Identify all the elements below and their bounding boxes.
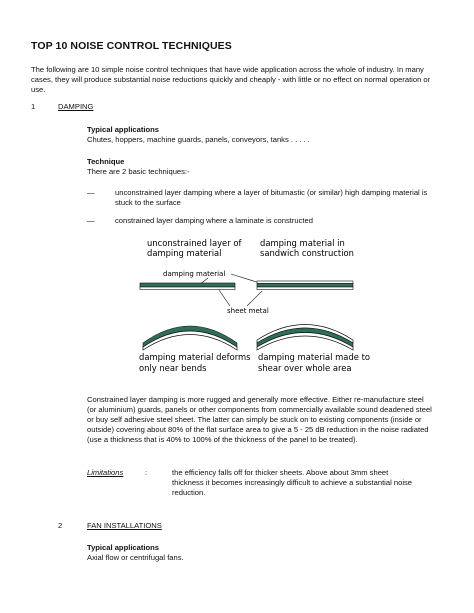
- damping-figure: [135, 236, 375, 386]
- limitations-text: the efficiency falls off for thicker sheets. Above about 3mm sheet thickness it becomes increasingly difficult to achieve a substantial noise reduction.: [172, 468, 413, 497]
- flat-damping-layer: [140, 283, 235, 287]
- label-sheet-metal: sheet metal: [227, 307, 269, 315]
- leader-sheet-left: [219, 290, 230, 306]
- limitations-label: Limitations: [87, 468, 124, 477]
- label-damping-material: damping material: [163, 270, 226, 278]
- intro-paragraph: The following are 10 simple noise control techniques that have wide application across the whole of industry. In many cases, they will produce substantial noise reductions quickly and cheaply - with little or no effect on normal operation or use.: [31, 65, 431, 94]
- section-1-typical-text: Chutes, hoppers, machine guards, panels, conveyors, tanks . . . . .: [87, 135, 310, 144]
- leader-sheet-right: [247, 291, 262, 306]
- bent-damping-layer: [143, 326, 237, 347]
- section-1-body: Constrained layer damping is more rugged and generally more effective. Either re-manufacture steel (or aluminium) guards, panels or other components from commercially available sound deadened steel or buy self adhesive steel sheet. The latter can simply be stuck on to existing components (inside or outside) covering about 80% of the flat surface area to give a 5 - 25 dB reduction in the noise radiated (use a thickness that is 40% to 100% of the thickness of the panel to be treated).: [87, 395, 432, 444]
- section-1-typical-label: Typical applications: [87, 125, 160, 134]
- flat-sheet-metal: [140, 287, 235, 290]
- page-title: TOP 10 NOISE CONTROL TECHNIQUES: [31, 40, 232, 52]
- bent-sandwich-damping: [257, 328, 353, 347]
- bent-sheet-metal: [143, 331, 237, 350]
- section-1-technique-text: There are 2 basic techniques:-: [87, 167, 190, 176]
- sandwich-damping-layer: [257, 284, 353, 288]
- label-sandwich-line2: sandwich construction: [260, 248, 354, 258]
- bullet-2-text: constrained layer damping where a laminate is constructed: [115, 216, 313, 225]
- section-2-typical-label: Typical applications: [87, 543, 160, 552]
- label-shear-line1: damping material made to: [258, 352, 370, 362]
- section-1-heading: DAMPING: [58, 102, 94, 111]
- label-shear-line2: shear over whole area: [258, 363, 352, 373]
- label-sandwich-line1: damping material in: [260, 238, 345, 248]
- label-deforms-line2: only near bends: [139, 363, 207, 373]
- bullet-1-dash: —: [87, 188, 95, 197]
- label-deforms-line1: damping material deforms: [139, 352, 251, 362]
- damping-diagram: [135, 236, 375, 386]
- bullet-2-dash: —: [87, 216, 95, 225]
- section-2-heading: FAN INSTALLATIONS: [87, 521, 162, 530]
- section-1-number: 1: [31, 102, 36, 111]
- sandwich-bottom-sheet: [257, 287, 353, 290]
- section-2-number: 2: [58, 521, 63, 530]
- sandwich-top-sheet: [257, 281, 353, 284]
- label-unconstrained-line1: unconstrained layer of: [147, 238, 242, 248]
- limitations-colon: :: [145, 468, 148, 477]
- label-unconstrained-line2: damping material: [147, 248, 222, 258]
- bullet-1-text: unconstrained layer damping where a layer of bitumastic (or similar) high damping material is stuck to the surface: [115, 188, 428, 207]
- section-1-technique-label: Technique: [87, 157, 125, 166]
- section-2-typical-text: Axial flow or centrifugal fans.: [87, 553, 184, 562]
